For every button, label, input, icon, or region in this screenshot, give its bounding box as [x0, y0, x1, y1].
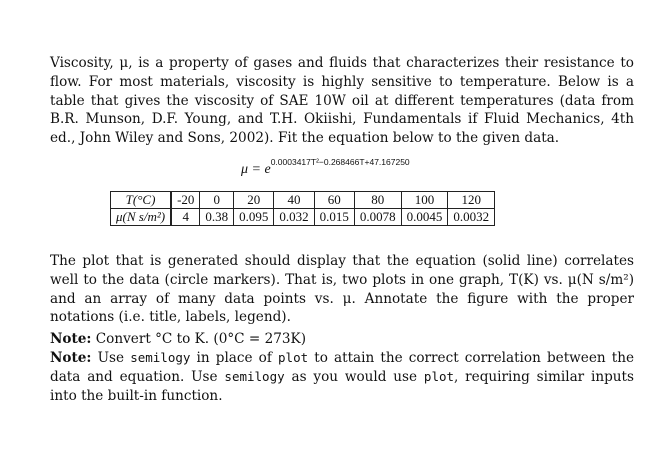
equation-lhs: μ = e — [241, 162, 271, 177]
viscosity-row — [111, 209, 495, 226]
viscosity-cell: 0.0078 — [354, 209, 401, 226]
temp-cell: 0 — [200, 192, 234, 209]
viscosity-cell: 0.095 — [234, 209, 274, 226]
note-text: to attain the correct correlation between the data and equation. Use — [50, 350, 635, 385]
note-text: , requiring similar inputs into the built-in function. — [50, 368, 634, 404]
temp-cell: 100 — [401, 192, 448, 209]
code-semilogy: semilogy — [224, 368, 285, 384]
note-convert-units — [50, 330, 634, 349]
viscosity-cell: 0.38 — [200, 209, 234, 226]
code-plot: plot — [423, 368, 455, 384]
note-text: as you would use — [291, 368, 418, 385]
viscosity-cell: 0.015 — [314, 209, 354, 226]
temp-cell: 60 — [314, 192, 354, 209]
note-text: Use — [97, 350, 125, 366]
temperature-header: T(°C) — [111, 192, 172, 209]
note-label: Note: — [50, 350, 92, 366]
temp-cell: 120 — [448, 192, 495, 209]
viscosity-header: μ(N s/m²) — [111, 209, 172, 226]
temp-cell: -20 — [171, 192, 200, 209]
temperature-row — [111, 192, 495, 209]
note-label: Note: — [50, 331, 92, 347]
intro-paragraph: Viscosity, μ, is a property of gases and fluids that characterizes their resistance to flow. For most materials, viscosity is highly sensitive to temperature. Below is a table that gives the viscosity of SAE 10W oil at different temperatures (data from B.R. Munson, D.F. Young, and T.H. Okiishi, Fundamentals if Fluid Mechanics, 4th ed., John Wiley and Sons, 2002). Fit the equation below to the given data. — [50, 55, 634, 147]
viscosity-cell: 0.0032 — [448, 209, 495, 226]
note-text: Convert °C to K. (0°C = 273K) — [95, 331, 306, 347]
code-semilogy: semilogy — [130, 350, 191, 365]
viscosity-table — [110, 191, 495, 226]
note-semilogy — [50, 349, 634, 405]
viscosity-cell: 4 — [171, 209, 200, 226]
temp-cell: 20 — [234, 192, 274, 209]
note-text: in place of — [196, 350, 272, 366]
viscosity-cell: 0.0045 — [401, 209, 448, 226]
temp-cell: 40 — [274, 192, 314, 209]
plot-instructions-paragraph: The plot that is generated should display that the equation (solid line) correlates well to the data (circle markers). That is, two plots in one graph, T(K) vs. μ(N s/m²) and an array of many data points vs. μ. Annotate the figure with the proper notations (i.e. title, labels, legend). — [50, 253, 634, 326]
viscosity-cell: 0.032 — [274, 209, 314, 226]
fit-equation — [241, 157, 410, 178]
code-plot: plot — [278, 350, 309, 365]
temp-cell: 80 — [354, 192, 401, 209]
equation-exponent: 0.0003417T²−0.268466T+47.167250 — [270, 157, 410, 167]
